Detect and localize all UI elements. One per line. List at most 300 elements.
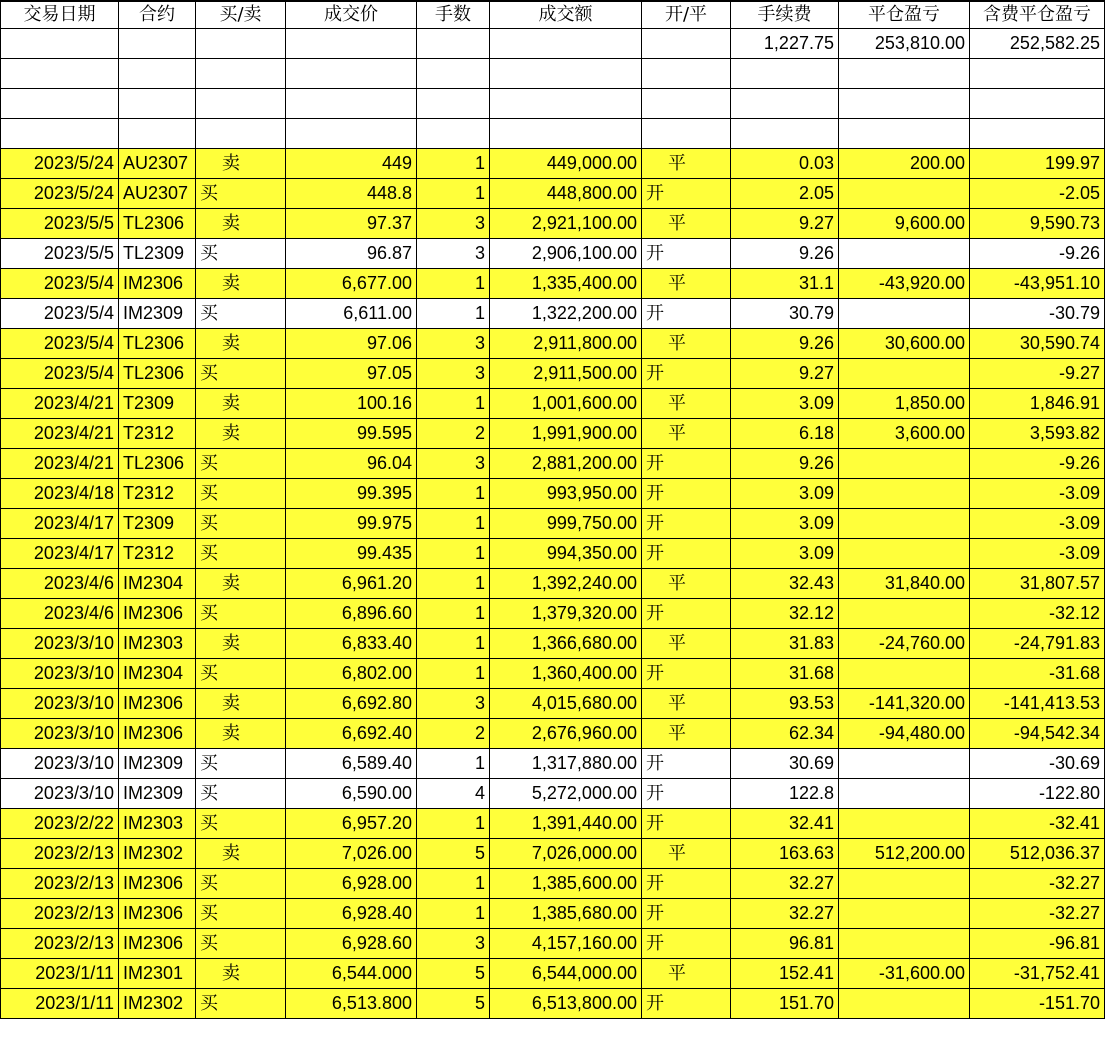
lots-cell[interactable]: 1 xyxy=(417,599,490,629)
price-cell[interactable]: 96.87 xyxy=(286,239,417,269)
amount-cell[interactable]: 1,335,400.00 xyxy=(490,269,642,299)
lots-cell[interactable]: 1 xyxy=(417,479,490,509)
open-close-cell[interactable]: 平 xyxy=(642,419,731,449)
lots-cell[interactable]: 1 xyxy=(417,809,490,839)
open-close-cell[interactable]: 平 xyxy=(642,629,731,659)
amount-cell[interactable]: 1,317,880.00 xyxy=(490,749,642,779)
contract-cell[interactable]: TL2306 xyxy=(119,209,196,239)
net-pnl-cell[interactable]: 1,846.91 xyxy=(970,389,1105,419)
close-pnl-cell[interactable] xyxy=(839,359,970,389)
cell[interactable] xyxy=(286,89,417,119)
amount-cell[interactable]: 1,391,440.00 xyxy=(490,809,642,839)
open-close-cell[interactable]: 开 xyxy=(642,989,731,1019)
net-pnl-cell[interactable]: -151.70 xyxy=(970,989,1105,1019)
contract-cell[interactable]: IM2306 xyxy=(119,269,196,299)
side-cell[interactable]: 卖 xyxy=(196,689,286,719)
fee-cell[interactable]: 163.63 xyxy=(731,839,839,869)
fee-cell[interactable]: 9.26 xyxy=(731,449,839,479)
lots-cell[interactable]: 1 xyxy=(417,629,490,659)
close-pnl-cell[interactable]: 3,600.00 xyxy=(839,419,970,449)
price-cell[interactable]: 99.395 xyxy=(286,479,417,509)
cell[interactable] xyxy=(970,119,1105,149)
close-pnl-cell[interactable] xyxy=(839,899,970,929)
cell[interactable] xyxy=(286,59,417,89)
date-cell[interactable]: 2023/3/10 xyxy=(1,659,119,689)
close-pnl-cell[interactable] xyxy=(839,779,970,809)
side-cell[interactable]: 买 xyxy=(196,989,286,1019)
open-close-cell[interactable]: 开 xyxy=(642,869,731,899)
lots-cell[interactable]: 3 xyxy=(417,209,490,239)
open-close-cell[interactable]: 开 xyxy=(642,749,731,779)
amount-cell[interactable]: 1,366,680.00 xyxy=(490,629,642,659)
side-cell[interactable]: 卖 xyxy=(196,389,286,419)
fee-cell[interactable]: 122.8 xyxy=(731,779,839,809)
side-cell[interactable]: 买 xyxy=(196,899,286,929)
fee-cell[interactable]: 93.53 xyxy=(731,689,839,719)
open-close-cell[interactable]: 平 xyxy=(642,689,731,719)
price-cell[interactable]: 99.435 xyxy=(286,539,417,569)
side-cell[interactable]: 买 xyxy=(196,929,286,959)
cell[interactable] xyxy=(970,89,1105,119)
total-fee[interactable]: 1,227.75 xyxy=(731,29,839,59)
cell[interactable] xyxy=(642,119,731,149)
price-cell[interactable]: 97.05 xyxy=(286,359,417,389)
open-close-cell[interactable]: 平 xyxy=(642,569,731,599)
contract-cell[interactable]: IM2309 xyxy=(119,779,196,809)
date-cell[interactable]: 2023/2/13 xyxy=(1,899,119,929)
fee-cell[interactable]: 151.70 xyxy=(731,989,839,1019)
total-close-pnl[interactable]: 253,810.00 xyxy=(839,29,970,59)
price-cell[interactable]: 6,802.00 xyxy=(286,659,417,689)
fee-cell[interactable]: 3.09 xyxy=(731,509,839,539)
date-cell[interactable]: 2023/4/6 xyxy=(1,569,119,599)
net-pnl-cell[interactable]: -3.09 xyxy=(970,479,1105,509)
amount-cell[interactable]: 448,800.00 xyxy=(490,179,642,209)
open-close-cell[interactable]: 平 xyxy=(642,269,731,299)
date-cell[interactable]: 2023/3/10 xyxy=(1,779,119,809)
close-pnl-cell[interactable] xyxy=(839,809,970,839)
date-cell[interactable]: 2023/3/10 xyxy=(1,629,119,659)
date-cell[interactable]: 2023/4/6 xyxy=(1,599,119,629)
fee-cell[interactable]: 3.09 xyxy=(731,479,839,509)
contract-cell[interactable]: TL2306 xyxy=(119,359,196,389)
price-cell[interactable]: 448.8 xyxy=(286,179,417,209)
contract-cell[interactable]: T2312 xyxy=(119,539,196,569)
cell[interactable] xyxy=(731,59,839,89)
close-pnl-cell[interactable] xyxy=(839,479,970,509)
net-pnl-cell[interactable]: -31.68 xyxy=(970,659,1105,689)
amount-cell[interactable]: 449,000.00 xyxy=(490,149,642,179)
header-side[interactable]: 买/卖 xyxy=(196,1,286,29)
lots-cell[interactable]: 1 xyxy=(417,569,490,599)
amount-cell[interactable]: 2,911,500.00 xyxy=(490,359,642,389)
fee-cell[interactable]: 6.18 xyxy=(731,419,839,449)
cell[interactable] xyxy=(490,89,642,119)
net-pnl-cell[interactable]: 3,593.82 xyxy=(970,419,1105,449)
lots-cell[interactable]: 1 xyxy=(417,899,490,929)
amount-cell[interactable]: 4,015,680.00 xyxy=(490,689,642,719)
header-lots[interactable]: 手数 xyxy=(417,1,490,29)
cell[interactable] xyxy=(642,89,731,119)
date-cell[interactable]: 2023/4/21 xyxy=(1,389,119,419)
cell[interactable] xyxy=(119,89,196,119)
fee-cell[interactable]: 30.69 xyxy=(731,749,839,779)
open-close-cell[interactable]: 平 xyxy=(642,209,731,239)
close-pnl-cell[interactable] xyxy=(839,539,970,569)
lots-cell[interactable]: 3 xyxy=(417,449,490,479)
close-pnl-cell[interactable]: 9,600.00 xyxy=(839,209,970,239)
date-cell[interactable]: 2023/2/13 xyxy=(1,839,119,869)
net-pnl-cell[interactable]: -141,413.53 xyxy=(970,689,1105,719)
price-cell[interactable]: 97.06 xyxy=(286,329,417,359)
contract-cell[interactable]: IM2302 xyxy=(119,989,196,1019)
price-cell[interactable]: 6,611.00 xyxy=(286,299,417,329)
contract-cell[interactable]: IM2309 xyxy=(119,299,196,329)
close-pnl-cell[interactable]: -94,480.00 xyxy=(839,719,970,749)
net-pnl-cell[interactable]: -24,791.83 xyxy=(970,629,1105,659)
date-cell[interactable]: 2023/5/24 xyxy=(1,149,119,179)
amount-cell[interactable]: 6,513,800.00 xyxy=(490,989,642,1019)
open-close-cell[interactable]: 开 xyxy=(642,359,731,389)
cell[interactable] xyxy=(119,119,196,149)
cell[interactable] xyxy=(490,59,642,89)
net-pnl-cell[interactable]: 30,590.74 xyxy=(970,329,1105,359)
open-close-cell[interactable]: 开 xyxy=(642,479,731,509)
date-cell[interactable]: 2023/3/10 xyxy=(1,689,119,719)
lots-cell[interactable]: 3 xyxy=(417,239,490,269)
side-cell[interactable]: 买 xyxy=(196,239,286,269)
lots-cell[interactable]: 5 xyxy=(417,989,490,1019)
side-cell[interactable]: 买 xyxy=(196,509,286,539)
fee-cell[interactable]: 31.68 xyxy=(731,659,839,689)
cell[interactable] xyxy=(642,59,731,89)
open-close-cell[interactable]: 开 xyxy=(642,779,731,809)
price-cell[interactable]: 6,957.20 xyxy=(286,809,417,839)
net-pnl-cell[interactable]: 512,036.37 xyxy=(970,839,1105,869)
open-close-cell[interactable]: 开 xyxy=(642,299,731,329)
contract-cell[interactable]: T2312 xyxy=(119,419,196,449)
close-pnl-cell[interactable] xyxy=(839,749,970,779)
fee-cell[interactable]: 2.05 xyxy=(731,179,839,209)
close-pnl-cell[interactable] xyxy=(839,449,970,479)
lots-cell[interactable]: 1 xyxy=(417,539,490,569)
fee-cell[interactable]: 62.34 xyxy=(731,719,839,749)
net-pnl-cell[interactable]: 199.97 xyxy=(970,149,1105,179)
side-cell[interactable]: 卖 xyxy=(196,149,286,179)
header-net-pnl[interactable]: 含费平仓盈亏 xyxy=(970,1,1105,29)
side-cell[interactable]: 卖 xyxy=(196,629,286,659)
amount-cell[interactable]: 5,272,000.00 xyxy=(490,779,642,809)
price-cell[interactable]: 6,692.80 xyxy=(286,689,417,719)
close-pnl-cell[interactable] xyxy=(839,599,970,629)
contract-cell[interactable]: AU2307 xyxy=(119,179,196,209)
fee-cell[interactable]: 32.43 xyxy=(731,569,839,599)
cell[interactable] xyxy=(417,119,490,149)
amount-cell[interactable]: 1,322,200.00 xyxy=(490,299,642,329)
side-cell[interactable]: 卖 xyxy=(196,719,286,749)
amount-cell[interactable]: 2,921,100.00 xyxy=(490,209,642,239)
fee-cell[interactable]: 32.27 xyxy=(731,899,839,929)
amount-cell[interactable]: 999,750.00 xyxy=(490,509,642,539)
contract-cell[interactable]: TL2306 xyxy=(119,329,196,359)
close-pnl-cell[interactable] xyxy=(839,179,970,209)
header-price[interactable]: 成交价 xyxy=(286,1,417,29)
open-close-cell[interactable]: 平 xyxy=(642,329,731,359)
price-cell[interactable]: 7,026.00 xyxy=(286,839,417,869)
close-pnl-cell[interactable]: -141,320.00 xyxy=(839,689,970,719)
amount-cell[interactable]: 1,001,600.00 xyxy=(490,389,642,419)
cell[interactable] xyxy=(1,29,119,59)
side-cell[interactable]: 买 xyxy=(196,359,286,389)
cell[interactable] xyxy=(490,119,642,149)
open-close-cell[interactable]: 开 xyxy=(642,239,731,269)
contract-cell[interactable]: IM2304 xyxy=(119,659,196,689)
lots-cell[interactable]: 4 xyxy=(417,779,490,809)
close-pnl-cell[interactable] xyxy=(839,509,970,539)
amount-cell[interactable]: 1,392,240.00 xyxy=(490,569,642,599)
amount-cell[interactable]: 1,385,680.00 xyxy=(490,899,642,929)
fee-cell[interactable]: 32.41 xyxy=(731,809,839,839)
net-pnl-cell[interactable]: -9.27 xyxy=(970,359,1105,389)
close-pnl-cell[interactable]: -24,760.00 xyxy=(839,629,970,659)
lots-cell[interactable]: 1 xyxy=(417,869,490,899)
side-cell[interactable]: 买 xyxy=(196,659,286,689)
date-cell[interactable]: 2023/2/13 xyxy=(1,929,119,959)
contract-cell[interactable]: IM2306 xyxy=(119,899,196,929)
open-close-cell[interactable]: 开 xyxy=(642,809,731,839)
net-pnl-cell[interactable]: -32.41 xyxy=(970,809,1105,839)
contract-cell[interactable]: IM2306 xyxy=(119,869,196,899)
open-close-cell[interactable]: 平 xyxy=(642,839,731,869)
lots-cell[interactable]: 5 xyxy=(417,839,490,869)
lots-cell[interactable]: 3 xyxy=(417,929,490,959)
side-cell[interactable]: 买 xyxy=(196,449,286,479)
amount-cell[interactable]: 2,676,960.00 xyxy=(490,719,642,749)
price-cell[interactable]: 99.595 xyxy=(286,419,417,449)
lots-cell[interactable]: 1 xyxy=(417,269,490,299)
price-cell[interactable]: 6,928.60 xyxy=(286,929,417,959)
contract-cell[interactable]: IM2306 xyxy=(119,719,196,749)
amount-cell[interactable]: 993,950.00 xyxy=(490,479,642,509)
price-cell[interactable]: 6,589.40 xyxy=(286,749,417,779)
date-cell[interactable]: 2023/5/24 xyxy=(1,179,119,209)
close-pnl-cell[interactable] xyxy=(839,659,970,689)
close-pnl-cell[interactable] xyxy=(839,239,970,269)
contract-cell[interactable]: T2312 xyxy=(119,479,196,509)
side-cell[interactable]: 买 xyxy=(196,779,286,809)
open-close-cell[interactable]: 平 xyxy=(642,959,731,989)
close-pnl-cell[interactable] xyxy=(839,299,970,329)
date-cell[interactable]: 2023/1/11 xyxy=(1,959,119,989)
side-cell[interactable]: 买 xyxy=(196,479,286,509)
cell[interactable] xyxy=(1,119,119,149)
close-pnl-cell[interactable]: 1,850.00 xyxy=(839,389,970,419)
contract-cell[interactable]: T2309 xyxy=(119,389,196,419)
amount-cell[interactable]: 1,379,320.00 xyxy=(490,599,642,629)
lots-cell[interactable]: 1 xyxy=(417,389,490,419)
side-cell[interactable]: 卖 xyxy=(196,419,286,449)
amount-cell[interactable]: 2,911,800.00 xyxy=(490,329,642,359)
fee-cell[interactable]: 152.41 xyxy=(731,959,839,989)
cell[interactable] xyxy=(490,29,642,59)
date-cell[interactable]: 2023/4/18 xyxy=(1,479,119,509)
net-pnl-cell[interactable]: -3.09 xyxy=(970,509,1105,539)
price-cell[interactable]: 6,590.00 xyxy=(286,779,417,809)
header-contract[interactable]: 合约 xyxy=(119,1,196,29)
cell[interactable] xyxy=(286,29,417,59)
date-cell[interactable]: 2023/4/21 xyxy=(1,449,119,479)
cell[interactable] xyxy=(119,59,196,89)
open-close-cell[interactable]: 平 xyxy=(642,719,731,749)
fee-cell[interactable]: 0.03 xyxy=(731,149,839,179)
date-cell[interactable]: 2023/5/4 xyxy=(1,299,119,329)
fee-cell[interactable]: 31.1 xyxy=(731,269,839,299)
fee-cell[interactable]: 96.81 xyxy=(731,929,839,959)
close-pnl-cell[interactable] xyxy=(839,989,970,1019)
cell[interactable] xyxy=(196,29,286,59)
date-cell[interactable]: 2023/5/4 xyxy=(1,329,119,359)
lots-cell[interactable]: 1 xyxy=(417,299,490,329)
cell[interactable] xyxy=(970,59,1105,89)
header-close-pnl[interactable]: 平仓盈亏 xyxy=(839,1,970,29)
price-cell[interactable]: 449 xyxy=(286,149,417,179)
fee-cell[interactable]: 32.12 xyxy=(731,599,839,629)
date-cell[interactable]: 2023/2/22 xyxy=(1,809,119,839)
open-close-cell[interactable]: 开 xyxy=(642,599,731,629)
net-pnl-cell[interactable]: 31,807.57 xyxy=(970,569,1105,599)
amount-cell[interactable]: 994,350.00 xyxy=(490,539,642,569)
price-cell[interactable]: 6,928.00 xyxy=(286,869,417,899)
amount-cell[interactable]: 6,544,000.00 xyxy=(490,959,642,989)
amount-cell[interactable]: 1,385,600.00 xyxy=(490,869,642,899)
side-cell[interactable]: 买 xyxy=(196,749,286,779)
lots-cell[interactable]: 3 xyxy=(417,329,490,359)
net-pnl-cell[interactable]: -9.26 xyxy=(970,449,1105,479)
net-pnl-cell[interactable]: -2.05 xyxy=(970,179,1105,209)
side-cell[interactable]: 买 xyxy=(196,539,286,569)
amount-cell[interactable]: 4,157,160.00 xyxy=(490,929,642,959)
header-open-close[interactable]: 开/平 xyxy=(642,1,731,29)
cell[interactable] xyxy=(417,89,490,119)
cell[interactable] xyxy=(417,59,490,89)
price-cell[interactable]: 6,513.800 xyxy=(286,989,417,1019)
fee-cell[interactable]: 32.27 xyxy=(731,869,839,899)
open-close-cell[interactable]: 开 xyxy=(642,179,731,209)
price-cell[interactable]: 6,677.00 xyxy=(286,269,417,299)
cell[interactable] xyxy=(196,119,286,149)
lots-cell[interactable]: 5 xyxy=(417,959,490,989)
price-cell[interactable]: 97.37 xyxy=(286,209,417,239)
header-date[interactable]: 交易日期 xyxy=(1,1,119,29)
fee-cell[interactable]: 9.26 xyxy=(731,239,839,269)
side-cell[interactable]: 买 xyxy=(196,809,286,839)
date-cell[interactable]: 2023/4/21 xyxy=(1,419,119,449)
side-cell[interactable]: 买 xyxy=(196,179,286,209)
fee-cell[interactable]: 9.26 xyxy=(731,329,839,359)
contract-cell[interactable]: IM2303 xyxy=(119,629,196,659)
price-cell[interactable]: 99.975 xyxy=(286,509,417,539)
cell[interactable] xyxy=(731,119,839,149)
close-pnl-cell[interactable]: -43,920.00 xyxy=(839,269,970,299)
close-pnl-cell[interactable]: 31,840.00 xyxy=(839,569,970,599)
side-cell[interactable]: 卖 xyxy=(196,569,286,599)
amount-cell[interactable]: 2,881,200.00 xyxy=(490,449,642,479)
net-pnl-cell[interactable]: -31,752.41 xyxy=(970,959,1105,989)
date-cell[interactable]: 2023/3/10 xyxy=(1,749,119,779)
side-cell[interactable]: 买 xyxy=(196,869,286,899)
cell[interactable] xyxy=(119,29,196,59)
contract-cell[interactable]: IM2304 xyxy=(119,569,196,599)
fee-cell[interactable]: 9.27 xyxy=(731,359,839,389)
date-cell[interactable]: 2023/5/5 xyxy=(1,239,119,269)
fee-cell[interactable]: 3.09 xyxy=(731,389,839,419)
lots-cell[interactable]: 3 xyxy=(417,689,490,719)
date-cell[interactable]: 2023/4/17 xyxy=(1,509,119,539)
open-close-cell[interactable]: 开 xyxy=(642,539,731,569)
side-cell[interactable]: 卖 xyxy=(196,959,286,989)
lots-cell[interactable]: 1 xyxy=(417,149,490,179)
contract-cell[interactable]: IM2306 xyxy=(119,929,196,959)
cell[interactable] xyxy=(731,89,839,119)
net-pnl-cell[interactable]: -30.79 xyxy=(970,299,1105,329)
cell[interactable] xyxy=(839,89,970,119)
amount-cell[interactable]: 7,026,000.00 xyxy=(490,839,642,869)
cell[interactable] xyxy=(1,89,119,119)
net-pnl-cell[interactable]: -32.27 xyxy=(970,869,1105,899)
cell[interactable] xyxy=(196,59,286,89)
lots-cell[interactable]: 2 xyxy=(417,719,490,749)
amount-cell[interactable]: 1,991,900.00 xyxy=(490,419,642,449)
open-close-cell[interactable]: 平 xyxy=(642,149,731,179)
lots-cell[interactable]: 1 xyxy=(417,749,490,779)
date-cell[interactable]: 2023/2/13 xyxy=(1,869,119,899)
close-pnl-cell[interactable] xyxy=(839,869,970,899)
date-cell[interactable]: 2023/5/4 xyxy=(1,269,119,299)
date-cell[interactable]: 2023/4/17 xyxy=(1,539,119,569)
net-pnl-cell[interactable]: -96.81 xyxy=(970,929,1105,959)
date-cell[interactable]: 2023/1/11 xyxy=(1,989,119,1019)
price-cell[interactable]: 6,896.60 xyxy=(286,599,417,629)
net-pnl-cell[interactable]: -32.27 xyxy=(970,899,1105,929)
net-pnl-cell[interactable]: -9.26 xyxy=(970,239,1105,269)
contract-cell[interactable]: AU2307 xyxy=(119,149,196,179)
contract-cell[interactable]: IM2309 xyxy=(119,749,196,779)
contract-cell[interactable]: IM2303 xyxy=(119,809,196,839)
contract-cell[interactable]: TL2309 xyxy=(119,239,196,269)
net-pnl-cell[interactable]: -30.69 xyxy=(970,749,1105,779)
header-fee[interactable]: 手续费 xyxy=(731,1,839,29)
side-cell[interactable]: 卖 xyxy=(196,839,286,869)
cell[interactable] xyxy=(1,59,119,89)
net-pnl-cell[interactable]: 9,590.73 xyxy=(970,209,1105,239)
side-cell[interactable]: 卖 xyxy=(196,209,286,239)
fee-cell[interactable]: 31.83 xyxy=(731,629,839,659)
price-cell[interactable]: 6,928.40 xyxy=(286,899,417,929)
price-cell[interactable]: 96.04 xyxy=(286,449,417,479)
side-cell[interactable]: 买 xyxy=(196,299,286,329)
lots-cell[interactable]: 2 xyxy=(417,419,490,449)
price-cell[interactable]: 6,692.40 xyxy=(286,719,417,749)
open-close-cell[interactable]: 开 xyxy=(642,899,731,929)
fee-cell[interactable]: 3.09 xyxy=(731,539,839,569)
price-cell[interactable]: 100.16 xyxy=(286,389,417,419)
contract-cell[interactable]: IM2306 xyxy=(119,599,196,629)
close-pnl-cell[interactable]: -31,600.00 xyxy=(839,959,970,989)
lots-cell[interactable]: 3 xyxy=(417,359,490,389)
net-pnl-cell[interactable]: -43,951.10 xyxy=(970,269,1105,299)
contract-cell[interactable]: IM2306 xyxy=(119,689,196,719)
cell[interactable] xyxy=(286,119,417,149)
